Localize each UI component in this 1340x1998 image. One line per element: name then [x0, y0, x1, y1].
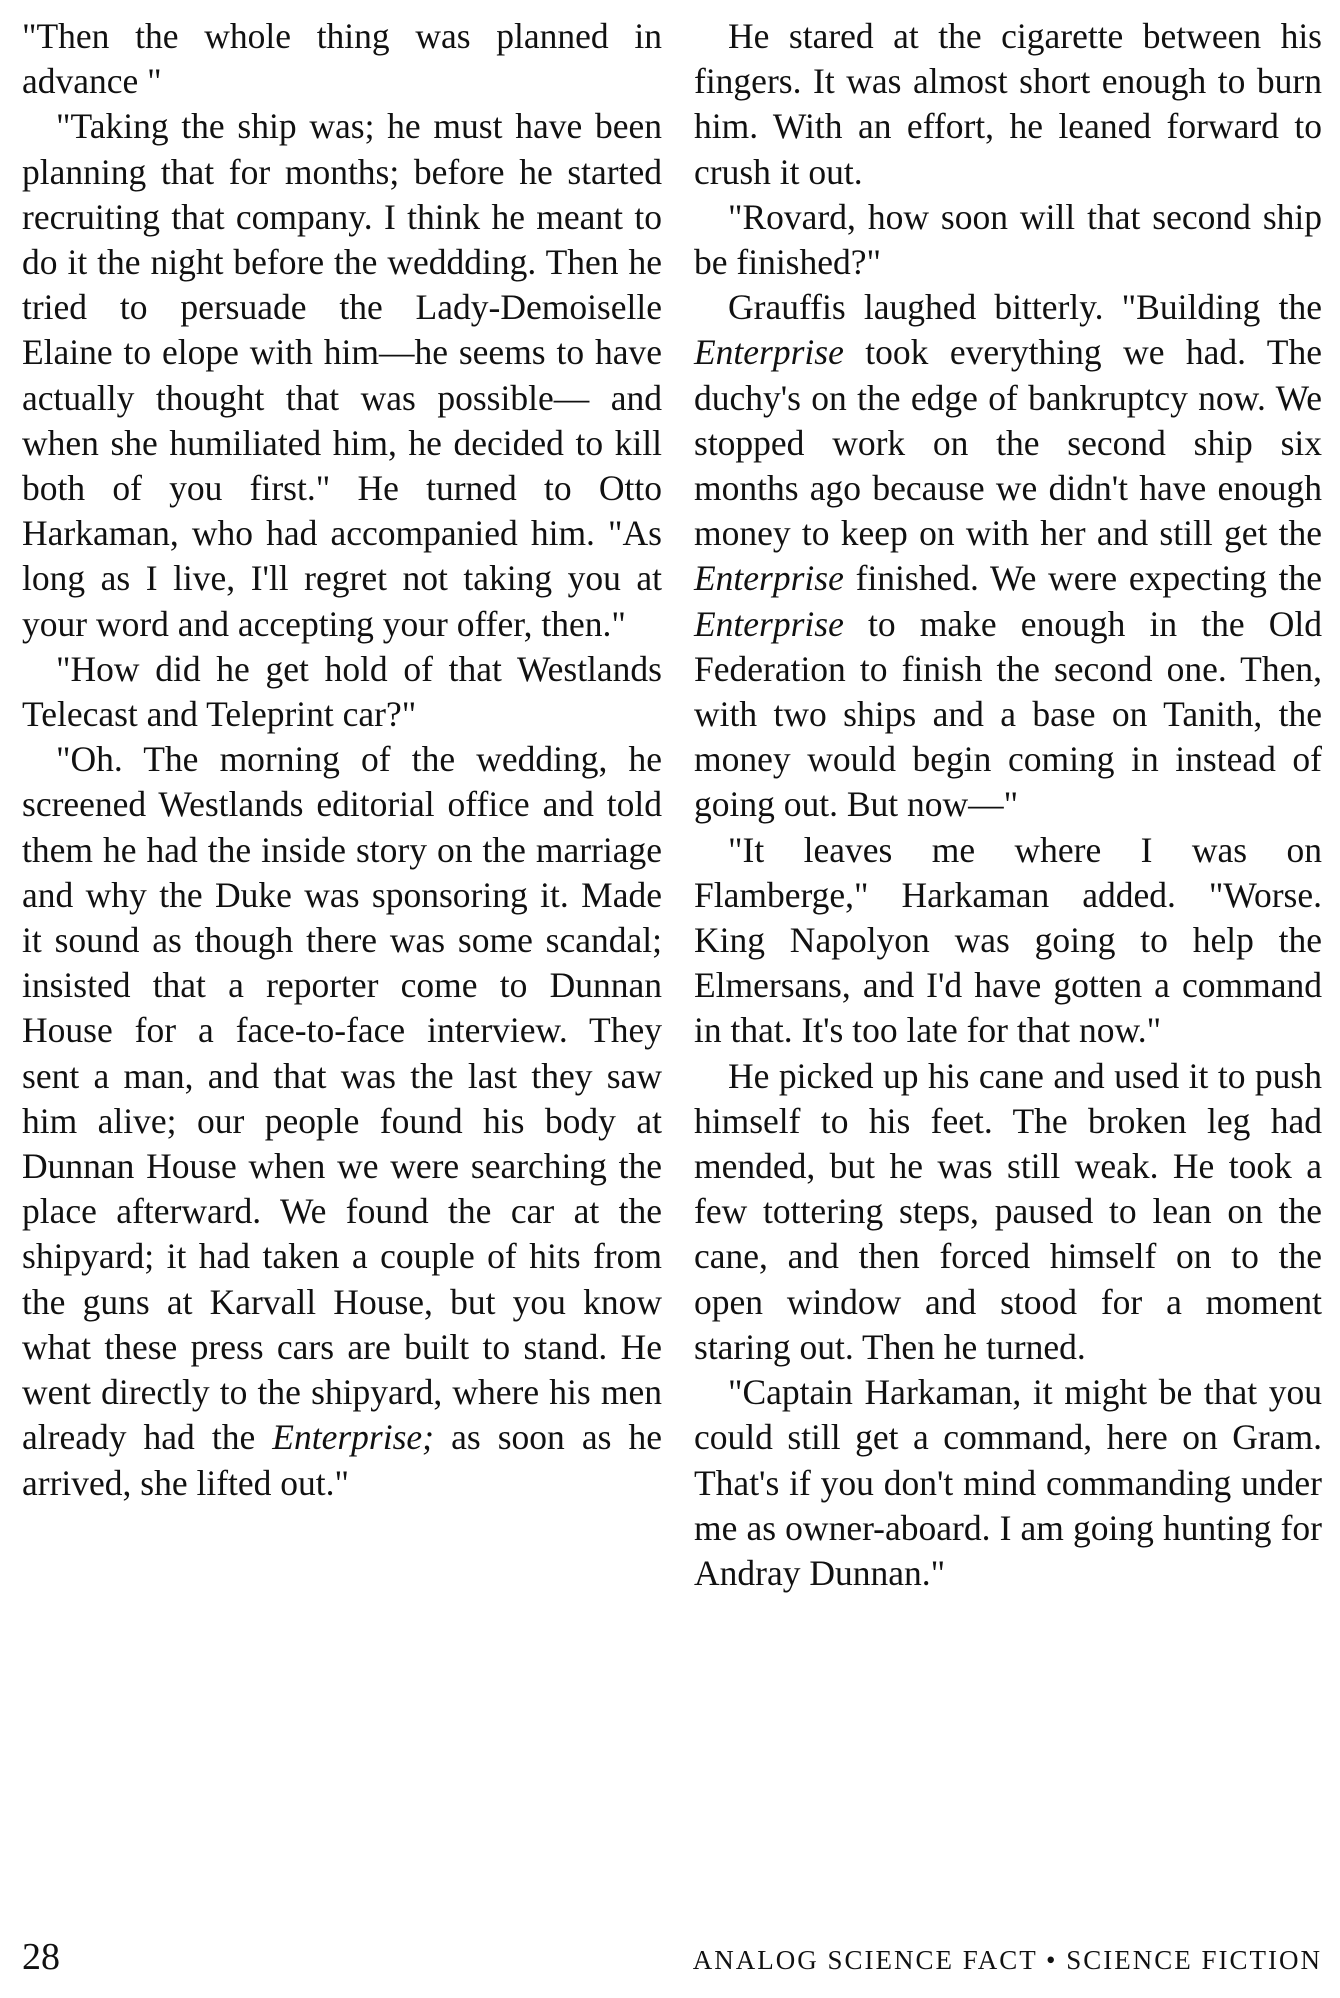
- paragraph: [694, 1054, 1322, 1370]
- text-run: "Rovard, how soon will that second ship be finished?": [694, 196, 1322, 283]
- text-run: finished. We were expecting the: [843, 558, 1322, 599]
- text-run: "It leaves me where I was on Flamberge," Harkaman added. "Worse. King Napolyon was going to help the Elmersans, and I'd have gotten a command in that. It's too late for that now.": [694, 829, 1322, 1051]
- text-run: Grauffis laughed bitterly. "Building the: [728, 287, 1322, 328]
- page-footer: [22, 1935, 1322, 1985]
- text-run: as soon as he arrived, she lifted out.": [22, 1417, 662, 1503]
- paragraph: [694, 828, 1322, 1054]
- text-run: "How did he get hold of that Westlands Telecast and Teleprint car?": [22, 648, 662, 735]
- text-run: "Then the whole thing was planned in advance ": [22, 16, 662, 102]
- left-column: [22, 14, 662, 1506]
- running-head: ANALOG SCIENCE FACT • SCIENCE FICTION: [692, 1945, 1322, 1975]
- paragraph: [22, 14, 662, 104]
- italic-text: Enterprise: [694, 603, 844, 644]
- text-run: He stared at the cigarette between his fingers. It was almost short enough to burn him. With an effort, he leaned forward to crush it out.: [694, 16, 1322, 192]
- text-run: took everything we had. The duchy's on the edge of bankruptcy now. We stopped work on the second ship six months ago because we didn't have enough money to keep on with her and still get the: [694, 332, 1322, 554]
- paragraph: [22, 737, 662, 1505]
- paragraph: [22, 104, 662, 646]
- page-number: 28: [22, 1936, 60, 1978]
- paragraph: [694, 285, 1322, 827]
- text-run: "Oh. The morning of the wedding, he screened Westlands editorial office and told them he had the inside story on the marriage and why the Duke was sponsoring it. Made it sound as though there was some scandal; insisted that a reporter come to Dunnan House for a face-to-face interview. They sent a man, and that was the last they saw him alive; our people found his body at Dunnan House when we were searching the place afterward. We found the car at the shipyard; it had taken a couple of hits from the guns at Karvall House, but you know what these press cars are built to stand. He went directly to the shipyard, where his men already had the: [22, 739, 662, 1458]
- paragraph: [694, 1370, 1322, 1596]
- text-run: "Captain Harkaman, it might be that you could still get a command, here on Gram. That's if you don't mind commanding under me as owner-aboard. I am going hunting for Andray Dunnan.": [694, 1372, 1322, 1593]
- paragraph: [694, 14, 1322, 195]
- text-run: He picked up his cane and used it to push himself to his feet. The broken leg had mended, but he was still weak. He took a few tottering steps, paused to lean on the cane, and then forced himself on to the open window and stood for a moment staring out. Then he turned.: [694, 1055, 1322, 1367]
- text-run: to make enough in the Old Federation to finish the second one. Then, with two ships and a base on Tanith, the money would begin coming in instead of going out. But now—": [694, 603, 1322, 825]
- italic-text: Enterprise: [694, 558, 844, 599]
- italic-text: Enterprise;: [272, 1417, 434, 1458]
- paragraph: [22, 647, 662, 737]
- italic-text: Enterprise: [694, 332, 844, 373]
- right-column: [694, 14, 1322, 1596]
- paragraph: [694, 195, 1322, 285]
- text-run: "Taking the ship was; he must have been planning that for months; before he started recruiting that company. I think he meant to do it the night before the weddding. Then he tried to persuade the Lady-Demoiselle Elaine to elope with him—he seems to have actually thought that was possible— and when she humiliated him, he decided to kill both of you first." He turned to Otto Harkaman, who had accompanied him. "As long as I live, I'll regret not taking you at your word and accepting your offer, then.": [22, 106, 662, 644]
